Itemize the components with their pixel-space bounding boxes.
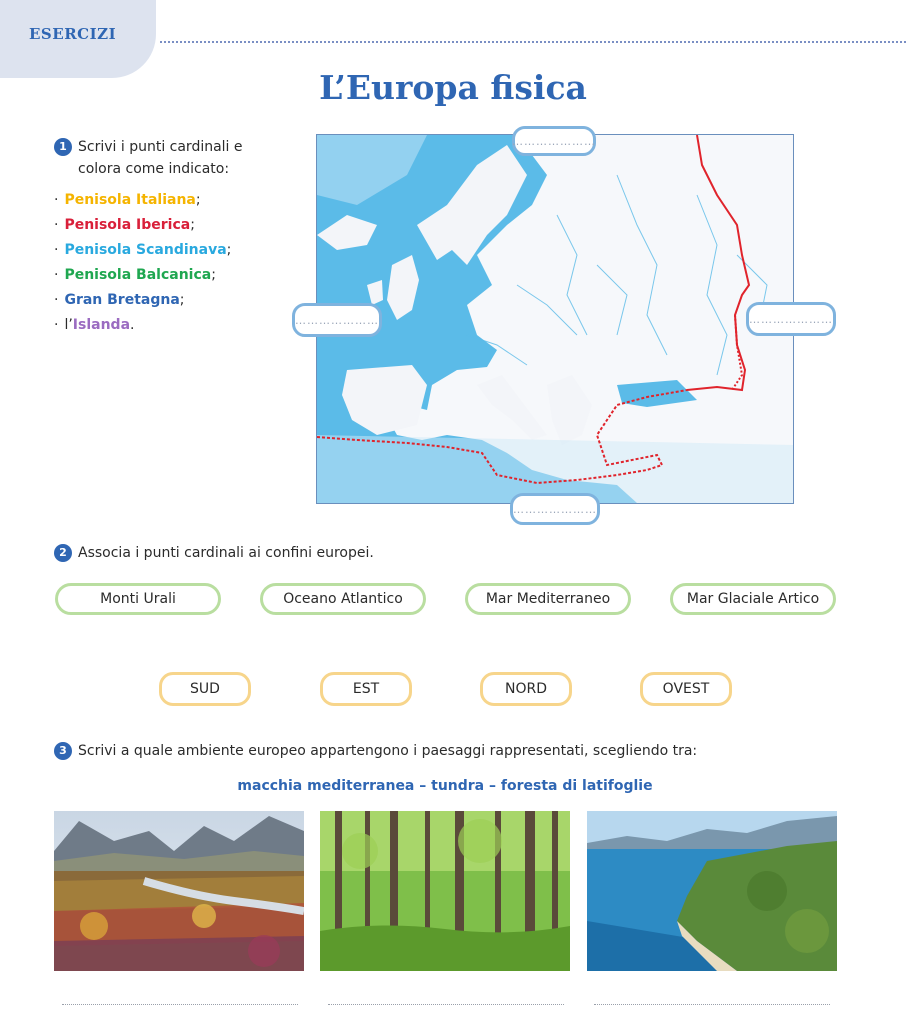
exercise-number-3: 3 bbox=[54, 742, 72, 760]
direction-pill-nord[interactable]: NORD bbox=[480, 672, 572, 706]
answer-box-right[interactable]: ………………… bbox=[746, 302, 836, 336]
answer-line-2[interactable] bbox=[328, 1004, 564, 1005]
direction-pill-ovest[interactable]: OVEST bbox=[640, 672, 732, 706]
answer-box-top[interactable]: ………………… bbox=[512, 126, 596, 156]
border-pill-mediterraneo[interactable]: Mar Mediterraneo bbox=[465, 583, 631, 615]
direction-pill-est[interactable]: EST bbox=[320, 672, 412, 706]
photo-forest-landscape bbox=[320, 811, 570, 971]
list-item-islanda: · l’Islanda. bbox=[54, 317, 135, 333]
answer-line-3[interactable] bbox=[594, 1004, 830, 1005]
section-tab bbox=[0, 0, 156, 78]
section-label: ESERCIZI bbox=[29, 25, 117, 43]
list-item-gran-bretagna: · Gran Bretagna; bbox=[54, 292, 185, 308]
instruction-line-1: Scrivi i punti cardinali e bbox=[78, 139, 243, 155]
border-pill-urali[interactable]: Monti Urali bbox=[55, 583, 221, 615]
page-title: L’Europa fisica bbox=[319, 68, 587, 107]
list-item-italiana: · Penisola Italiana; bbox=[54, 192, 201, 208]
exercise-2-instruction bbox=[54, 544, 374, 562]
peninsula-list bbox=[54, 188, 231, 338]
list-item-scandinava: · Penisola Scandinava; bbox=[54, 242, 232, 258]
photo-mediterranean-landscape bbox=[587, 811, 837, 971]
answer-box-bottom[interactable]: ………………… bbox=[510, 493, 600, 525]
answer-line-1[interactable] bbox=[62, 1004, 298, 1005]
exercise-3-instruction bbox=[54, 742, 697, 760]
header-dotted-line bbox=[160, 41, 906, 43]
exercise-number-1: 1 bbox=[54, 138, 72, 156]
instruction-text: Scrivi a quale ambiente europeo appartengono i paesaggi rappresentati, scegliendo tra: bbox=[78, 743, 698, 759]
exercise-number-2: 2 bbox=[54, 544, 72, 562]
exercise-1-instruction bbox=[54, 136, 284, 180]
environment-options: macchia mediterranea – tundra – foresta di latifoglie bbox=[237, 778, 653, 794]
item-name: Penisola Balcanica bbox=[64, 267, 212, 283]
instruction-line-2: colora come indicato: bbox=[78, 161, 230, 177]
item-name: Penisola Italiana bbox=[64, 192, 196, 208]
item-name: Penisola Scandinava bbox=[64, 242, 227, 258]
item-name: Penisola Iberica bbox=[64, 217, 191, 233]
item-name: Islanda bbox=[72, 317, 131, 333]
list-item-iberica: · Penisola Iberica; bbox=[54, 217, 195, 233]
answer-box-left[interactable]: ………………… bbox=[292, 303, 382, 337]
instruction-text: Associa i punti cardinali ai confini europei. bbox=[78, 545, 374, 561]
item-name: Gran Bretagna bbox=[64, 292, 180, 308]
border-pill-glaciale-artico[interactable]: Mar Glaciale Artico bbox=[670, 583, 836, 615]
photo-tundra-landscape bbox=[54, 811, 304, 971]
list-item-balcanica: · Penisola Balcanica; bbox=[54, 267, 216, 283]
europe-map[interactable] bbox=[316, 134, 794, 504]
direction-pill-sud[interactable]: SUD bbox=[159, 672, 251, 706]
europe-map-drawing bbox=[317, 135, 793, 503]
border-pill-atlantico[interactable]: Oceano Atlantico bbox=[260, 583, 426, 615]
